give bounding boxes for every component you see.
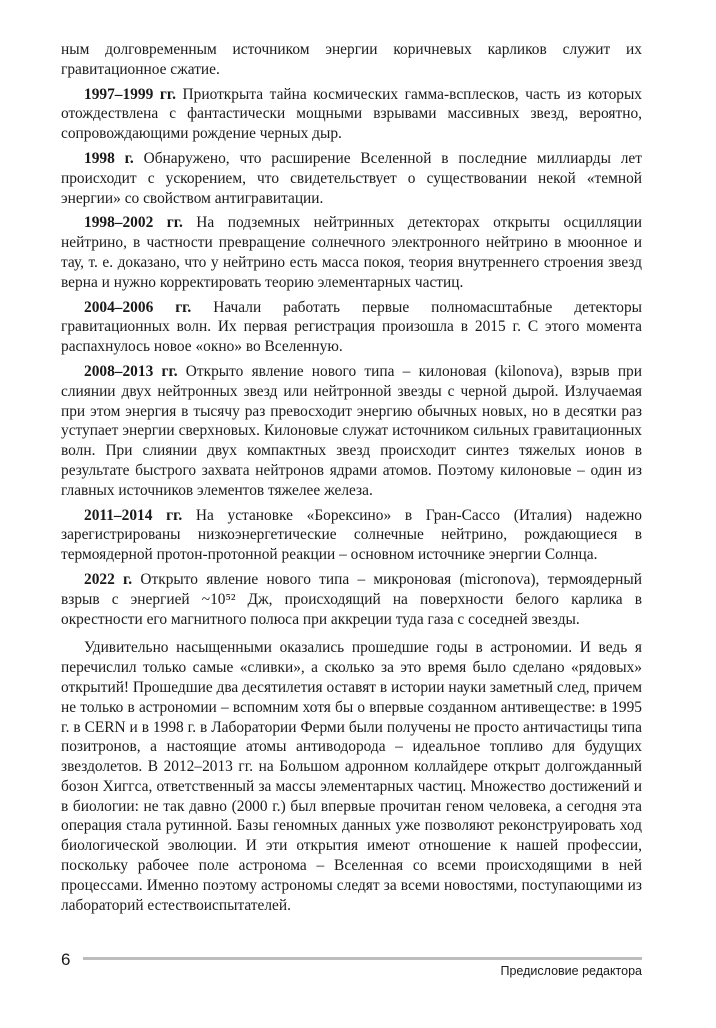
page-number: 6 [61, 950, 71, 969]
paragraph-2004-2006 [61, 298, 642, 357]
paragraph-summary [61, 638, 642, 915]
paragraph-2022 [61, 570, 642, 629]
year-heading: 2008–2013 гг. [84, 362, 178, 380]
year-heading: 2004–2006 гг. [84, 298, 192, 316]
paragraph-text: Открыто явление нового типа – килоновая (kilonova), взрыв при слиянии двух нейтронных звезд или нейтронной звезды с черной дырой. Излучаемая при этом энергия в тысячу раз превосходит энергию обычных новых, но в десятки раз уступает энергии сверхновых. Килоновые служат источником сильных гравитационных волн. При слиянии двух компактных звезд происходит синтез тяжелых ионов в результате быстрого захвата нейтронов ядрами атомов. Поэтому килоновые – один из главных источников элементов тяжелее железа. [61, 362, 642, 499]
year-heading: 1998–2002 гг. [84, 214, 183, 232]
year-heading: 2011–2014 гг. [84, 506, 183, 524]
paragraph-text: Удивительно насыщенными оказались прошедшие годы в астрономии. И ведь я перечислил только самые «сливки», а сколько за это время было сделано «рядовых» открытий! Прошедшие два десятилетия оставят в истории науки заметный след, причем не только в астрономии – вспомним хотя бы о впервые созданном антивеществе: в 1995 г. в CERN и в 1998 г. в Лаборатории Ферми были получены не просто античастицы типа позитронов, а настоящие атомы антиводорода – идеальное топливо для будущих звездолетов. В 2012–2013 гг. на Большом адронном коллайдере открыт долгожданный бозон Хиггса, ответственный за массы элементарных частиц. Множество достижений и в биологии: не так давно (2000 г.) был впервые прочитан геном человека, а сегодня эта операция стала рутинной. Базы геномных данных уже позволяют реконструировать ход биологической эволюции. И эти открытия имеют отношение к нашей профессии, поскольку рабочее поле астронома – Вселенная со всеми происходящими в ней процессами. Именно поэтому астрономы следят за всеми новостями, поступающими из лабораторий естествоиспытателей. [61, 639, 642, 914]
paragraph-2008-2013 [61, 362, 642, 501]
page-footer [61, 950, 642, 978]
year-heading: 1998 г. [84, 149, 134, 167]
paragraph-text: Начали работать первые полномасштабные детекторы гравитационных волн. Их первая регистрация произошла в 2015 г. С этого момента распахнулось новое «окно» во Вселенную. [61, 298, 642, 356]
paragraph-text: ным долговременным источником энергии коричневых карликов служит их гравитационное сжатие. [61, 41, 642, 78]
paragraph-text: Открыто явление нового типа – микроновая (micronova), термоядерный взрыв с энергией ~10⁵² Дж, происходящий на поверхности белого карлика в окрестности его магнитного полюса при аккреции туда газа с соседней звезды. [61, 570, 642, 628]
page-body [61, 40, 642, 915]
paragraph-text: На установке «Борексино» в Гран-Сассо (Италия) надежно зарегистрированы низкоэнергетические солнечные нейтрино, рождающиеся в термоядерной протон-протонной реакции – основном источнике энергии Солнца. [61, 506, 642, 564]
paragraph-text: На подземных нейтринных детекторах открыты осцилляции нейтрино, в частности превращение солнечного электронного нейтрино в мюонное и тау, т. е. доказано, что у нейтрино есть масса покоя, теория внутреннего строения звезд верна и нужно корректировать теорию элементарных частиц. [61, 214, 642, 291]
footer-divider [83, 957, 642, 960]
paragraph-2011-2014 [61, 506, 642, 565]
paragraph-1998-2002 [61, 213, 642, 292]
paragraph-1997-1999 [61, 85, 642, 144]
running-title: Предисловие редактора [500, 964, 642, 978]
paragraph-continuation [61, 40, 642, 80]
paragraph-1998 [61, 149, 642, 208]
year-heading: 1997–1999 гг. [84, 85, 176, 103]
year-heading: 2022 г. [84, 570, 133, 588]
paragraph-text: Приоткрыта тайна космических гамма-всплесков, часть из которых отождествлена с фантастически мощными взрывами массивных звезд, вероятно, сопровождающими рождение черных дыр. [61, 85, 642, 143]
paragraph-text: Обнаружено, что расширение Вселенной в последние миллиарды лет происходит с ускорением, что свидетельствует о существовании некой «темной энергии» со свойством антигравитации. [61, 149, 642, 207]
